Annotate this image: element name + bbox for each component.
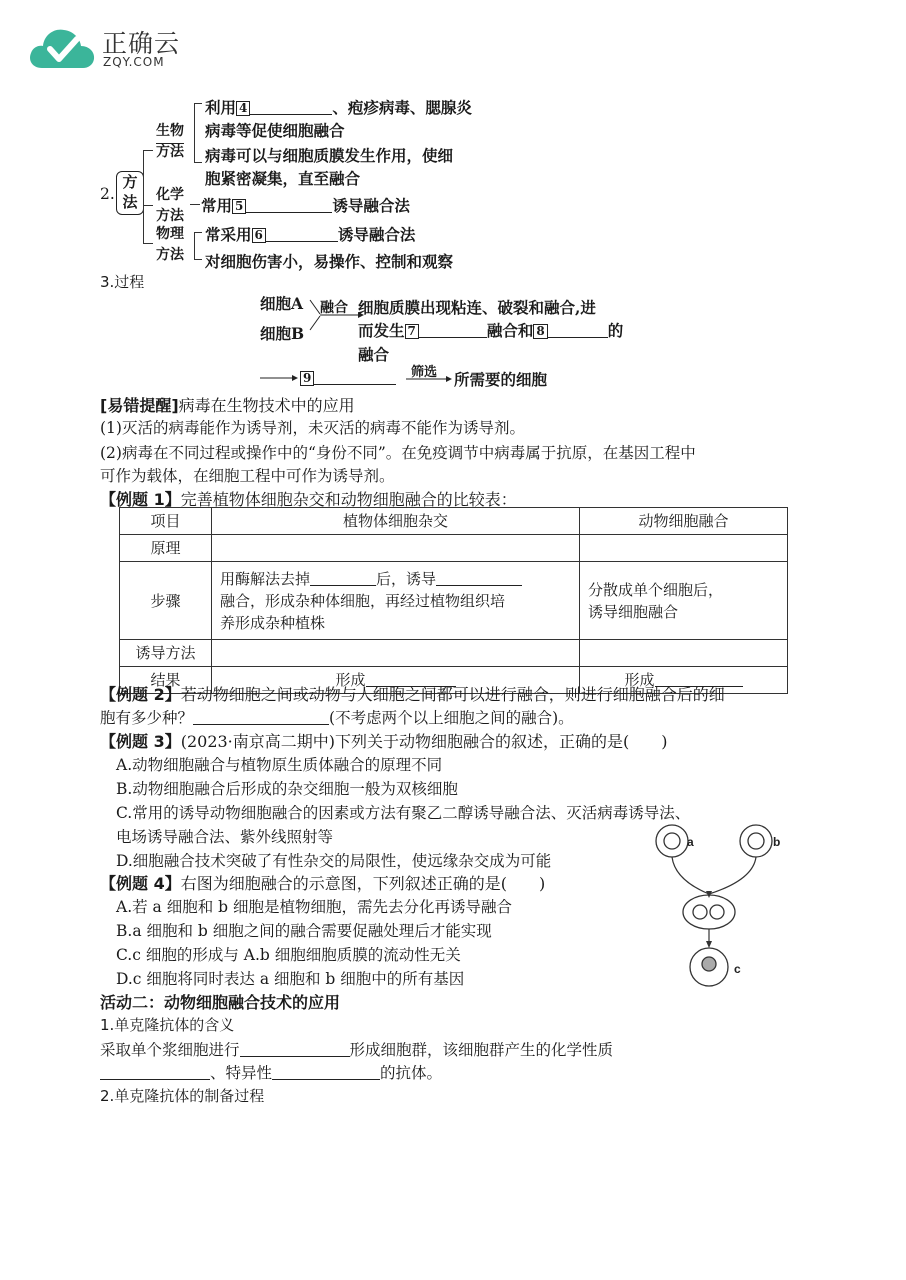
process-line-2: 而发生 7 融合和 8 的 bbox=[358, 321, 624, 340]
bio-line-4: 胞紧密凝集，直至融合 bbox=[205, 169, 361, 188]
ex1-heading: 【例题 1】完善植物体细胞杂交和动物细胞融合的比较表： bbox=[100, 490, 517, 509]
phys-line-2: 对细胞伤害小，易操作、控制和观察 bbox=[205, 252, 454, 271]
cloud-check-icon bbox=[28, 22, 98, 74]
ex3-stem: 【例题 3】(2023·南京高二期中)下列关于动物细胞融合的叙述，正确的是( ) bbox=[100, 732, 668, 751]
table-row bbox=[120, 535, 788, 562]
comparison-table bbox=[119, 507, 788, 694]
table-cell-blank bbox=[580, 640, 788, 667]
ex2-line2: 胞有多少种？ (不考虑两个以上细胞之间的融合)。 bbox=[100, 709, 574, 727]
cell-b-label: 细胞B bbox=[260, 324, 305, 343]
brand-domain: ZQY.COM bbox=[103, 55, 165, 69]
ex4-option-a: A.若 a 细胞和 b 细胞是植物细胞，需先去分化再诱导融合 bbox=[116, 898, 512, 916]
method-root-label: 方法 bbox=[122, 173, 138, 211]
phys-line-1: 常采用 6 诱导融合法 bbox=[205, 225, 416, 244]
table-cell: 原理 bbox=[120, 535, 212, 562]
table-cell-result-animal: 形成 bbox=[580, 667, 788, 694]
act2-title: 活动二：动物细胞融合技术的应用 bbox=[100, 993, 341, 1012]
fusing-cell bbox=[683, 895, 735, 929]
table-cell: 诱导方法 bbox=[120, 640, 212, 667]
process-result: 所需要的细胞 bbox=[454, 370, 548, 389]
table-row bbox=[120, 508, 788, 535]
cell-c bbox=[690, 948, 728, 986]
phys-method-label: 物理 方法 bbox=[156, 226, 184, 263]
table-cell-steps-animal: 分散成单个细胞后， 诱导细胞融合 bbox=[580, 562, 788, 640]
cell-fusion-diagram bbox=[645, 820, 795, 995]
act2-h2: 2.单克隆抗体的制备过程 bbox=[100, 1087, 265, 1105]
ex4-option-b: B.a 细胞和 b 细胞之间的融合需要促融处理后才能实现 bbox=[116, 922, 492, 940]
table-row bbox=[120, 562, 788, 640]
act2-p2: 、特异性 的抗体。 bbox=[100, 1061, 442, 1083]
table-header: 动物细胞融合 bbox=[580, 508, 788, 535]
fig-label-a: a bbox=[687, 835, 694, 849]
process-result-blank: 9 bbox=[300, 368, 396, 387]
arrow-right-icon bbox=[260, 371, 300, 385]
bio-method-label: 生物 方法 bbox=[156, 123, 184, 160]
bio-line-2: 病毒等促使细胞融合 bbox=[205, 121, 345, 140]
table-cell-steps-plant: 用酶解法去掉 后，诱导 融合，形成杂种体细胞，再经过植物组织培 养形成杂种植株 bbox=[212, 562, 580, 640]
ex4-stem: 【例题 4】右图为细胞融合的示意图，下列叙述正确的是( ) bbox=[100, 874, 546, 893]
ex3-option-a: A.动物细胞融合与植物原生质体融合的原理不同 bbox=[116, 756, 443, 774]
process-heading: 3.过程 bbox=[100, 273, 145, 291]
brand-name: 正确云 bbox=[102, 29, 181, 58]
table-cell-result-plant: 形成 bbox=[212, 667, 580, 694]
ex4-option-c: C.c 细胞的形成与 A.b 细胞细胞质膜的流动性无关 bbox=[116, 946, 461, 964]
cell-a-label: 细胞A bbox=[260, 294, 304, 313]
ex2-line1: 【例题 2】若动物细胞之间或动物与人细胞之间都可以进行融合，则进行细胞融合后的细 bbox=[100, 685, 725, 704]
ex3-option-d: D.细胞融合技术突破了有性杂交的局限性，使远缘杂交成为可能 bbox=[116, 852, 552, 870]
ex3-option-c1: C.常用的诱导动物细胞融合的因素或方法有聚乙二醇诱导融合法、灭活病毒诱导法、 bbox=[116, 804, 691, 822]
chem-line: 常用 5 诱导融合法 bbox=[201, 196, 410, 215]
tip-p2a: (2)病毒在不同过程或操作中的“身份不同”。在免疫调节中病毒属于抗原，在基因工程中 bbox=[100, 444, 696, 462]
table-header: 植物体细胞杂交 bbox=[212, 508, 580, 535]
table-header: 项目 bbox=[120, 508, 212, 535]
section-number-2: 2. bbox=[100, 185, 115, 203]
table-row bbox=[120, 640, 788, 667]
screen-arrow-icon bbox=[406, 374, 454, 384]
bio-line-3: 病毒可以与细胞质膜发生作用，使细 bbox=[205, 146, 454, 165]
cell-b bbox=[740, 825, 772, 857]
table-cell: 步骤 bbox=[120, 562, 212, 640]
table-cell: 结果 bbox=[120, 667, 212, 694]
act2-h1: 1.单克隆抗体的含义 bbox=[100, 1016, 235, 1034]
table-cell-blank bbox=[212, 640, 580, 667]
fig-label-c: c bbox=[734, 962, 741, 976]
method-root-box bbox=[116, 171, 144, 215]
chem-method-label: 化学 方法 bbox=[156, 187, 184, 224]
cell-a bbox=[656, 825, 688, 857]
process-line-1: 细胞质膜出现粘连、破裂和融合,进 bbox=[358, 298, 596, 317]
bio-line-1: 利用 4 、疱疹病毒、腮腺炎 bbox=[205, 98, 472, 117]
tip-title: [易错提醒]病毒在生物技术中的应用 bbox=[100, 396, 355, 415]
fig-label-b: b bbox=[773, 835, 781, 849]
ex3-option-b: B.动物细胞融合后形成的杂交细胞一般为双核细胞 bbox=[116, 780, 458, 798]
ex3-option-c2: 电场诱导融合法、紫外线照射等 bbox=[116, 828, 334, 846]
screen-label: 筛选 bbox=[411, 365, 438, 380]
act2-p1: 采取单个浆细胞进行 形成细胞群，该细胞群产生的化学性质 bbox=[100, 1041, 614, 1059]
tip-p2b: 可作为载体，在细胞工程中可作为诱导剂。 bbox=[100, 467, 395, 485]
table-cell-blank bbox=[212, 535, 580, 562]
table-cell-blank bbox=[580, 535, 788, 562]
brand-logo bbox=[28, 22, 198, 78]
tip-p1: (1)灭活的病毒能作为诱导剂，未灭活的病毒不能作为诱导剂。 bbox=[100, 419, 525, 437]
fuse-label: 融合 bbox=[320, 300, 348, 316]
ex4-option-d: D.c 细胞将同时表达 a 细胞和 b 细胞中的所有基因 bbox=[116, 970, 465, 988]
process-line-3: 融合 bbox=[358, 345, 390, 364]
